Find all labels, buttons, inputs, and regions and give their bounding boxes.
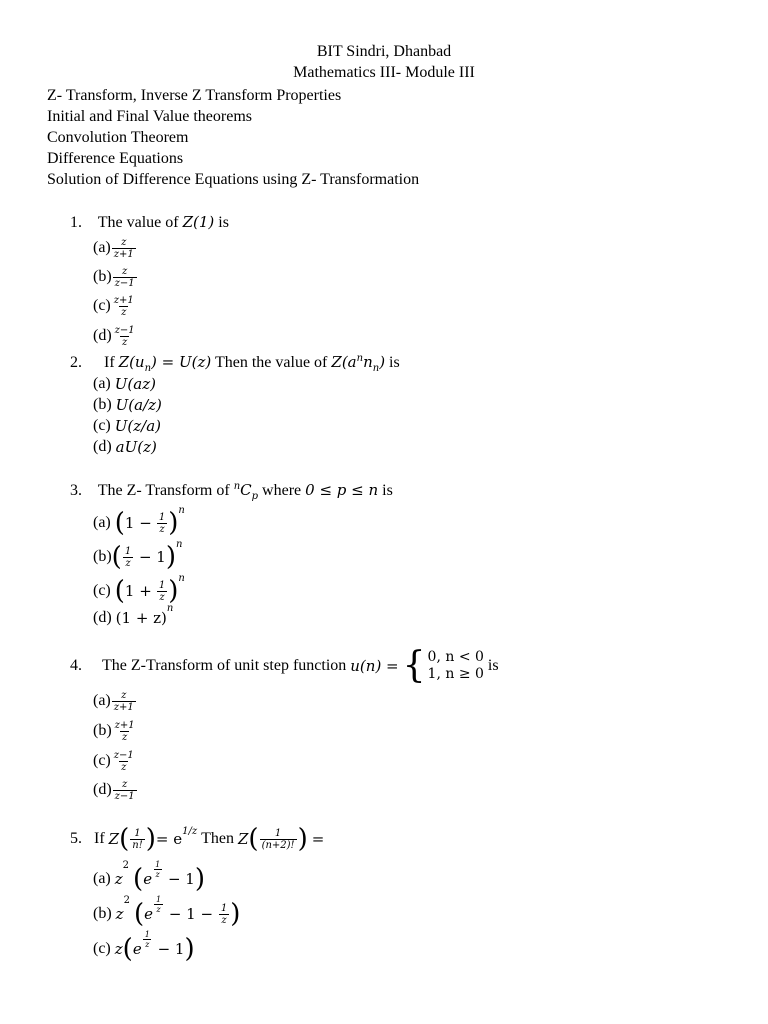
fraction: $\frac{1}{z}$	[220, 902, 228, 926]
topic-4: Difference Equations	[47, 150, 184, 167]
paren-close: )	[230, 899, 241, 929]
paren-close: )	[297, 824, 308, 854]
question-tail: is	[487, 657, 499, 674]
paren-open: (	[114, 508, 125, 538]
option-label: (c)	[93, 417, 111, 434]
option-4b	[93, 716, 138, 746]
option-label: (c)	[93, 297, 111, 314]
option-value: U(z/a)	[114, 417, 162, 435]
fraction: $\frac{z-1}{z}$	[114, 324, 135, 348]
option-1a	[93, 233, 137, 263]
question-text: The Z- Transform of	[97, 482, 230, 499]
fraction: $\frac{1}{z}$	[158, 511, 166, 535]
math-condition: 0 ≤ p ≤ n	[305, 481, 379, 499]
option-value: (1 + z)	[115, 609, 167, 627]
option-label: (a)	[93, 239, 111, 256]
topic-2: Initial and Final Value theorems	[47, 108, 252, 125]
question-tail: is	[382, 482, 393, 499]
option-label: (b)	[93, 396, 112, 413]
question-text: The value of	[97, 214, 179, 231]
fraction: $\frac{z+1}{z}$	[113, 294, 134, 318]
paren-open: (	[133, 899, 145, 929]
option-3a: (a) ( 1 − $\frac{1}{z}$ ) n	[93, 505, 185, 538]
paren-close: )	[168, 508, 179, 538]
paren-open: (	[122, 934, 133, 964]
option-1d	[93, 321, 138, 351]
option-4d	[93, 775, 138, 805]
math-expression: Z(1)	[182, 213, 215, 231]
option-label: (a)	[93, 375, 111, 392]
option-label: (b)	[93, 905, 112, 922]
option-4a	[93, 686, 137, 716]
option-1c	[93, 291, 137, 321]
question-number: 3.	[70, 482, 82, 499]
paren-close: )	[184, 934, 195, 964]
piecewise-cases: 0, n < 0 1, n ≥ 0	[427, 649, 484, 682]
option-5a: (a) z 2 ( e $\frac{1}{z}$ − 1 )	[93, 860, 205, 894]
option-label: (b)	[93, 548, 112, 565]
question-text: The Z-Transform of unit step function	[102, 657, 347, 674]
fraction: $\frac{1}{z}$	[158, 579, 166, 603]
equals-sign: =	[311, 830, 325, 848]
question-tail: is	[218, 214, 229, 231]
option-label: (b)	[93, 722, 112, 739]
question-text-mid: where	[262, 482, 302, 499]
brace: {	[402, 645, 426, 686]
exponent-fraction: $\frac{1}{z}$	[144, 930, 150, 949]
exponent-fraction: $\frac{1}{z}$	[155, 895, 162, 914]
option-value: U(a/z)	[115, 396, 162, 414]
fraction: $\frac{z}{z+1}$	[113, 236, 134, 260]
paren-open: (	[248, 824, 259, 854]
question-3	[70, 481, 393, 502]
option-label: (d)	[93, 327, 112, 344]
fraction: $\frac{z}{z-1}$	[114, 778, 135, 802]
fraction: $\frac{z}{z-1}$	[114, 265, 135, 289]
exponent-fraction: $\frac{1}{z}$	[155, 860, 161, 879]
option-label: (c)	[93, 752, 111, 769]
question-number: 1.	[70, 214, 82, 231]
option-5c: (c) z ( e $\frac{1}{z}$ − 1 )	[93, 930, 195, 964]
question-1	[70, 213, 229, 232]
fraction: $\frac{1}{n!}$	[132, 827, 143, 851]
topic-5: Solution of Difference Equations using Z- Transformation	[47, 171, 420, 188]
fraction: $\frac{z-1}{z}$	[113, 749, 134, 773]
fraction: $\frac{1}{z}$	[124, 545, 132, 569]
question-text: If	[94, 830, 105, 847]
fraction: $\frac{z}{z+1}$	[113, 689, 134, 713]
paren-close: )	[165, 542, 176, 572]
option-label: (d)	[93, 609, 112, 626]
option-label: (a)	[93, 514, 111, 531]
question-text: If	[104, 354, 115, 371]
option-label: (c)	[93, 940, 111, 957]
question-tail: is	[389, 354, 400, 371]
math-expression: $Z(a^nn_n)$	[331, 353, 386, 374]
math-expression: = e	[155, 830, 183, 848]
header-institution: BIT Sindri, Dhanbad	[316, 43, 452, 60]
paren-open: (	[119, 824, 130, 854]
question-number: 4.	[70, 656, 82, 674]
option-5b: (b) z 2 ( e $\frac{1}{z}$ − 1 − $\frac{1}{z}$ )	[93, 895, 241, 929]
paren-open: (	[111, 542, 122, 572]
paren-close: )	[145, 824, 156, 854]
question-text-mid: Then	[201, 830, 234, 847]
question-5: 5. If Z ( $\frac{1}{n!}$ ) = e 1/z Then Z ( $\frac{1}{(n+2)!}$ ) =	[70, 824, 325, 854]
question-text-mid: Then the value of	[214, 354, 328, 371]
option-label: (a)	[93, 870, 111, 887]
topic-1: Z- Transform, Inverse Z Transform Properties	[47, 87, 342, 104]
paren-close: )	[194, 864, 205, 894]
option-1b	[93, 262, 138, 292]
option-3c: (c) ( 1 + $\frac{1}{z}$ ) n	[93, 573, 185, 606]
math-expression: $Z(u_n) = U(z)$	[118, 353, 212, 374]
paren-open: (	[114, 576, 125, 606]
paren-close: )	[168, 576, 179, 606]
option-label: (d)	[93, 438, 112, 455]
header-course: Mathematics III- Module III	[293, 64, 475, 81]
option-label: (b)	[93, 268, 112, 285]
option-label: (a)	[93, 692, 111, 709]
option-label: (d)	[93, 781, 112, 798]
question-4	[70, 645, 499, 686]
question-number: 5.	[70, 830, 82, 847]
option-2d	[93, 432, 157, 462]
option-3d: (d) (1 + z) n	[93, 603, 174, 627]
fraction: $\frac{z+1}{z}$	[114, 719, 135, 743]
option-value: aU(z)	[115, 438, 157, 456]
option-4c	[93, 746, 137, 776]
fraction: $\frac{1}{(n+2)!}$	[261, 827, 295, 851]
math-expression: $^nC_p$	[233, 481, 259, 502]
paren-open: (	[133, 864, 144, 894]
option-label: (c)	[93, 582, 111, 599]
math-expression: u(n) =	[350, 657, 399, 675]
question-number: 2.	[70, 354, 82, 371]
option-3b: (b) ( $\frac{1}{z}$ − 1 ) n	[93, 539, 183, 572]
option-value: U(az)	[114, 375, 156, 393]
topic-3: Convolution Theorem	[47, 129, 189, 146]
